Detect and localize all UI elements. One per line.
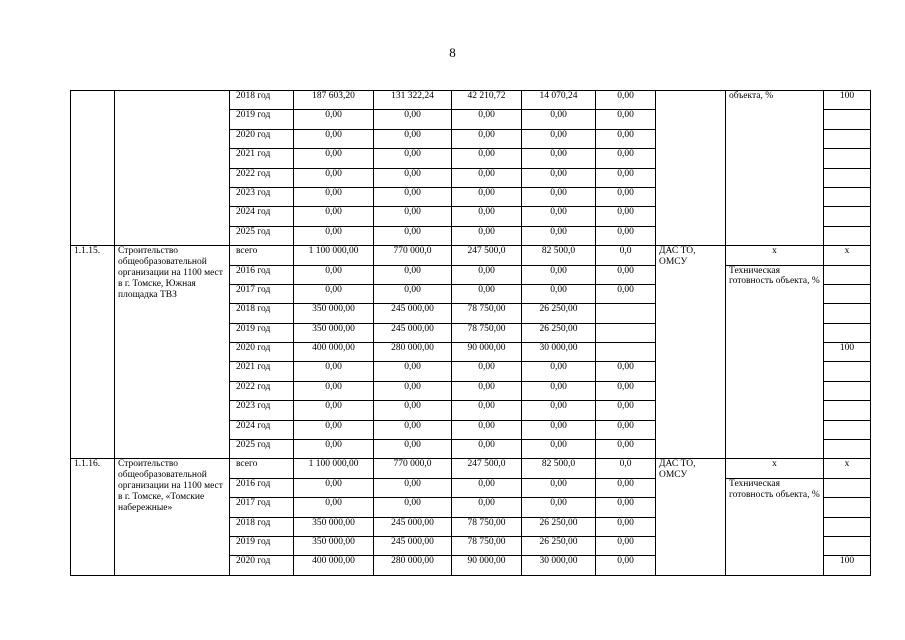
value-cell: 0,00 xyxy=(522,149,596,168)
value-cell: 0,00 xyxy=(452,129,522,148)
value-cell: 0,00 xyxy=(522,478,596,497)
value-cell: 0,00 xyxy=(452,478,522,497)
executor-cell: ДАС ТО, ОМСУ xyxy=(656,246,726,459)
value-cell: 0,00 xyxy=(522,265,596,284)
value-cell: 0,00 xyxy=(522,401,596,420)
value-cell: 770 000,0 xyxy=(374,459,452,478)
value-cell: 0,00 xyxy=(294,110,374,129)
value-cell: 0,00 xyxy=(596,440,656,459)
value-cell: 0,00 xyxy=(294,187,374,206)
value-cell: 0,00 xyxy=(294,129,374,148)
table-row xyxy=(71,246,871,265)
value-cell: 0,00 xyxy=(452,149,522,168)
value-cell: 30 000,00 xyxy=(522,556,596,575)
value-cell: 0,00 xyxy=(452,420,522,439)
year-cell: 2024 год xyxy=(230,207,294,226)
value-cell: 0,00 xyxy=(452,110,522,129)
value-cell: 245 000,00 xyxy=(374,304,452,323)
target-cell xyxy=(824,265,871,284)
value-cell: 14 070,24 xyxy=(522,91,596,110)
year-cell: всего xyxy=(230,246,294,265)
year-cell: 2022 год xyxy=(230,168,294,187)
value-cell: 1 100 000,00 xyxy=(294,246,374,265)
value-cell xyxy=(596,343,656,362)
value-cell: 0,00 xyxy=(294,381,374,400)
value-cell: 0,00 xyxy=(596,498,656,517)
value-cell: 0,00 xyxy=(596,265,656,284)
year-cell: 2025 год xyxy=(230,440,294,459)
value-cell: 0,00 xyxy=(452,362,522,381)
executor-cell: ДАС ТО, ОМСУ xyxy=(656,459,726,575)
value-cell: 78 750,00 xyxy=(452,536,522,555)
value-cell: 0,00 xyxy=(522,440,596,459)
page-number: 8 xyxy=(449,45,456,60)
value-cell: 0,00 xyxy=(596,284,656,303)
value-cell: 0,00 xyxy=(522,129,596,148)
year-cell: 2019 год xyxy=(230,110,294,129)
value-cell: 0,00 xyxy=(374,478,452,497)
year-cell: 2018 год xyxy=(230,517,294,536)
target-cell xyxy=(824,110,871,129)
value-cell: 0,00 xyxy=(522,284,596,303)
value-cell: 0,00 xyxy=(452,187,522,206)
budget-table xyxy=(70,90,871,576)
value-cell xyxy=(596,304,656,323)
value-cell: 0,00 xyxy=(522,362,596,381)
value-cell: 26 250,00 xyxy=(522,536,596,555)
target-cell: х xyxy=(824,246,871,265)
target-cell xyxy=(824,517,871,536)
item-number xyxy=(71,91,115,246)
value-cell: 90 000,00 xyxy=(452,556,522,575)
value-cell: 0,00 xyxy=(294,226,374,245)
value-cell: 245 000,00 xyxy=(374,517,452,536)
value-cell: 350 000,00 xyxy=(294,517,374,536)
value-cell: 0,00 xyxy=(374,420,452,439)
executor-cell xyxy=(656,91,726,246)
year-cell: 2017 год xyxy=(230,284,294,303)
value-cell: 0,00 xyxy=(374,129,452,148)
target-cell xyxy=(824,323,871,342)
indicator-cell: Техническая готовность объекта, % xyxy=(726,265,824,459)
value-cell: 131 322,24 xyxy=(374,91,452,110)
year-cell: 2025 год xyxy=(230,226,294,245)
value-cell: 0,00 xyxy=(522,420,596,439)
value-cell: 280 000,00 xyxy=(374,556,452,575)
value-cell: 0,00 xyxy=(374,284,452,303)
value-cell: 78 750,00 xyxy=(452,304,522,323)
target-cell xyxy=(824,401,871,420)
value-cell: 0,00 xyxy=(522,226,596,245)
value-cell: 0,00 xyxy=(596,556,656,575)
year-cell: 2023 год xyxy=(230,401,294,420)
value-cell xyxy=(596,323,656,342)
target-cell xyxy=(824,149,871,168)
year-cell: 2021 год xyxy=(230,149,294,168)
value-cell: 0,00 xyxy=(294,478,374,497)
value-cell: 30 000,00 xyxy=(522,343,596,362)
value-cell: 42 210,72 xyxy=(452,91,522,110)
value-cell: 0,00 xyxy=(452,284,522,303)
value-cell: 0,00 xyxy=(452,168,522,187)
year-cell: 2018 год xyxy=(230,91,294,110)
target-cell xyxy=(824,478,871,497)
value-cell: 0,00 xyxy=(596,362,656,381)
target-cell xyxy=(824,440,871,459)
value-cell: 0,00 xyxy=(596,381,656,400)
value-cell: 0,00 xyxy=(522,187,596,206)
year-cell: 2016 год xyxy=(230,478,294,497)
value-cell: 0,0 xyxy=(596,246,656,265)
value-cell: 0,00 xyxy=(596,110,656,129)
value-cell: 0,00 xyxy=(294,498,374,517)
target-cell: 100 xyxy=(824,91,871,110)
target-cell xyxy=(824,207,871,226)
value-cell: 0,00 xyxy=(374,381,452,400)
value-cell: 82 500,0 xyxy=(522,459,596,478)
target-cell xyxy=(824,498,871,517)
value-cell: 0,00 xyxy=(596,207,656,226)
value-cell: 0,00 xyxy=(374,149,452,168)
value-cell: 0,00 xyxy=(596,420,656,439)
item-number: 1.1.16. xyxy=(71,459,115,575)
value-cell: 0,00 xyxy=(374,207,452,226)
target-cell xyxy=(824,226,871,245)
value-cell: 280 000,00 xyxy=(374,343,452,362)
value-cell: 0,00 xyxy=(374,168,452,187)
value-cell: 350 000,00 xyxy=(294,323,374,342)
value-cell: 0,00 xyxy=(294,420,374,439)
indicator-cell: х xyxy=(726,459,824,478)
value-cell: 0,00 xyxy=(374,187,452,206)
value-cell: 350 000,00 xyxy=(294,304,374,323)
target-cell xyxy=(824,304,871,323)
value-cell: 82 500,0 xyxy=(522,246,596,265)
indicator-cell: объекта, % xyxy=(726,91,824,246)
value-cell: 0,00 xyxy=(294,401,374,420)
value-cell: 400 000,00 xyxy=(294,343,374,362)
value-cell: 0,00 xyxy=(596,536,656,555)
year-cell: всего xyxy=(230,459,294,478)
value-cell: 78 750,00 xyxy=(452,323,522,342)
year-cell: 2018 год xyxy=(230,304,294,323)
indicator-cell: Техническая готовность объекта, % xyxy=(726,478,824,575)
year-cell: 2019 год xyxy=(230,536,294,555)
value-cell: 0,00 xyxy=(596,149,656,168)
value-cell: 247 500,0 xyxy=(452,459,522,478)
target-cell xyxy=(824,129,871,148)
value-cell: 0,00 xyxy=(294,265,374,284)
target-cell xyxy=(824,362,871,381)
year-cell: 2023 год xyxy=(230,187,294,206)
year-cell: 2019 год xyxy=(230,323,294,342)
indicator-cell: х xyxy=(726,246,824,265)
value-cell: 0,00 xyxy=(596,91,656,110)
target-cell xyxy=(824,284,871,303)
value-cell: 0,00 xyxy=(452,381,522,400)
value-cell: 245 000,00 xyxy=(374,323,452,342)
item-name: Строительство общеобразовательной организации на 1100 мест в г. Томске, «Томские набережные» xyxy=(115,459,230,575)
value-cell: 90 000,00 xyxy=(452,343,522,362)
year-cell: 2017 год xyxy=(230,498,294,517)
target-cell xyxy=(824,168,871,187)
target-cell: х xyxy=(824,459,871,478)
target-cell xyxy=(824,536,871,555)
value-cell: 0,00 xyxy=(596,129,656,148)
value-cell: 245 000,00 xyxy=(374,536,452,555)
value-cell: 247 500,0 xyxy=(452,246,522,265)
value-cell: 0,00 xyxy=(596,168,656,187)
value-cell: 0,00 xyxy=(452,226,522,245)
value-cell: 770 000,0 xyxy=(374,246,452,265)
value-cell: 0,00 xyxy=(522,381,596,400)
value-cell: 0,00 xyxy=(294,362,374,381)
value-cell: 0,00 xyxy=(374,498,452,517)
value-cell: 0,00 xyxy=(294,149,374,168)
value-cell: 26 250,00 xyxy=(522,304,596,323)
value-cell: 0,00 xyxy=(294,168,374,187)
value-cell: 0,00 xyxy=(522,207,596,226)
item-name xyxy=(115,91,230,246)
value-cell: 0,00 xyxy=(452,440,522,459)
value-cell: 0,00 xyxy=(522,110,596,129)
value-cell: 0,00 xyxy=(596,187,656,206)
year-cell: 2021 год xyxy=(230,362,294,381)
target-cell xyxy=(824,187,871,206)
value-cell: 0,00 xyxy=(452,401,522,420)
year-cell: 2020 год xyxy=(230,129,294,148)
value-cell: 0,00 xyxy=(596,401,656,420)
value-cell: 0,00 xyxy=(522,168,596,187)
target-cell xyxy=(824,381,871,400)
table-row xyxy=(71,459,871,478)
target-cell xyxy=(824,420,871,439)
value-cell: 0,00 xyxy=(452,207,522,226)
value-cell: 78 750,00 xyxy=(452,517,522,536)
value-cell: 0,00 xyxy=(452,265,522,284)
year-cell: 2022 год xyxy=(230,381,294,400)
value-cell: 400 000,00 xyxy=(294,556,374,575)
year-cell: 2016 год xyxy=(230,265,294,284)
target-cell: 100 xyxy=(824,343,871,362)
value-cell: 0,00 xyxy=(374,265,452,284)
value-cell: 0,00 xyxy=(374,440,452,459)
value-cell: 0,00 xyxy=(522,498,596,517)
target-cell: 100 xyxy=(824,556,871,575)
table-row xyxy=(71,91,871,110)
value-cell: 0,0 xyxy=(596,459,656,478)
value-cell: 350 000,00 xyxy=(294,536,374,555)
value-cell: 0,00 xyxy=(374,362,452,381)
value-cell: 0,00 xyxy=(596,226,656,245)
value-cell: 187 603,20 xyxy=(294,91,374,110)
value-cell: 0,00 xyxy=(294,207,374,226)
value-cell: 26 250,00 xyxy=(522,517,596,536)
value-cell: 0,00 xyxy=(294,284,374,303)
value-cell: 0,00 xyxy=(294,440,374,459)
value-cell: 0,00 xyxy=(374,401,452,420)
value-cell: 0,00 xyxy=(452,498,522,517)
value-cell: 1 100 000,00 xyxy=(294,459,374,478)
item-number: 1.1.15. xyxy=(71,246,115,459)
value-cell: 0,00 xyxy=(374,110,452,129)
item-name: Строительство общеобразовательной организации на 1100 мест в г. Томске, Южная площадка ТВЗ xyxy=(115,246,230,459)
year-cell: 2020 год xyxy=(230,556,294,575)
value-cell: 0,00 xyxy=(374,226,452,245)
year-cell: 2024 год xyxy=(230,420,294,439)
value-cell: 0,00 xyxy=(596,478,656,497)
value-cell: 26 250,00 xyxy=(522,323,596,342)
year-cell: 2020 год xyxy=(230,343,294,362)
value-cell: 0,00 xyxy=(596,517,656,536)
